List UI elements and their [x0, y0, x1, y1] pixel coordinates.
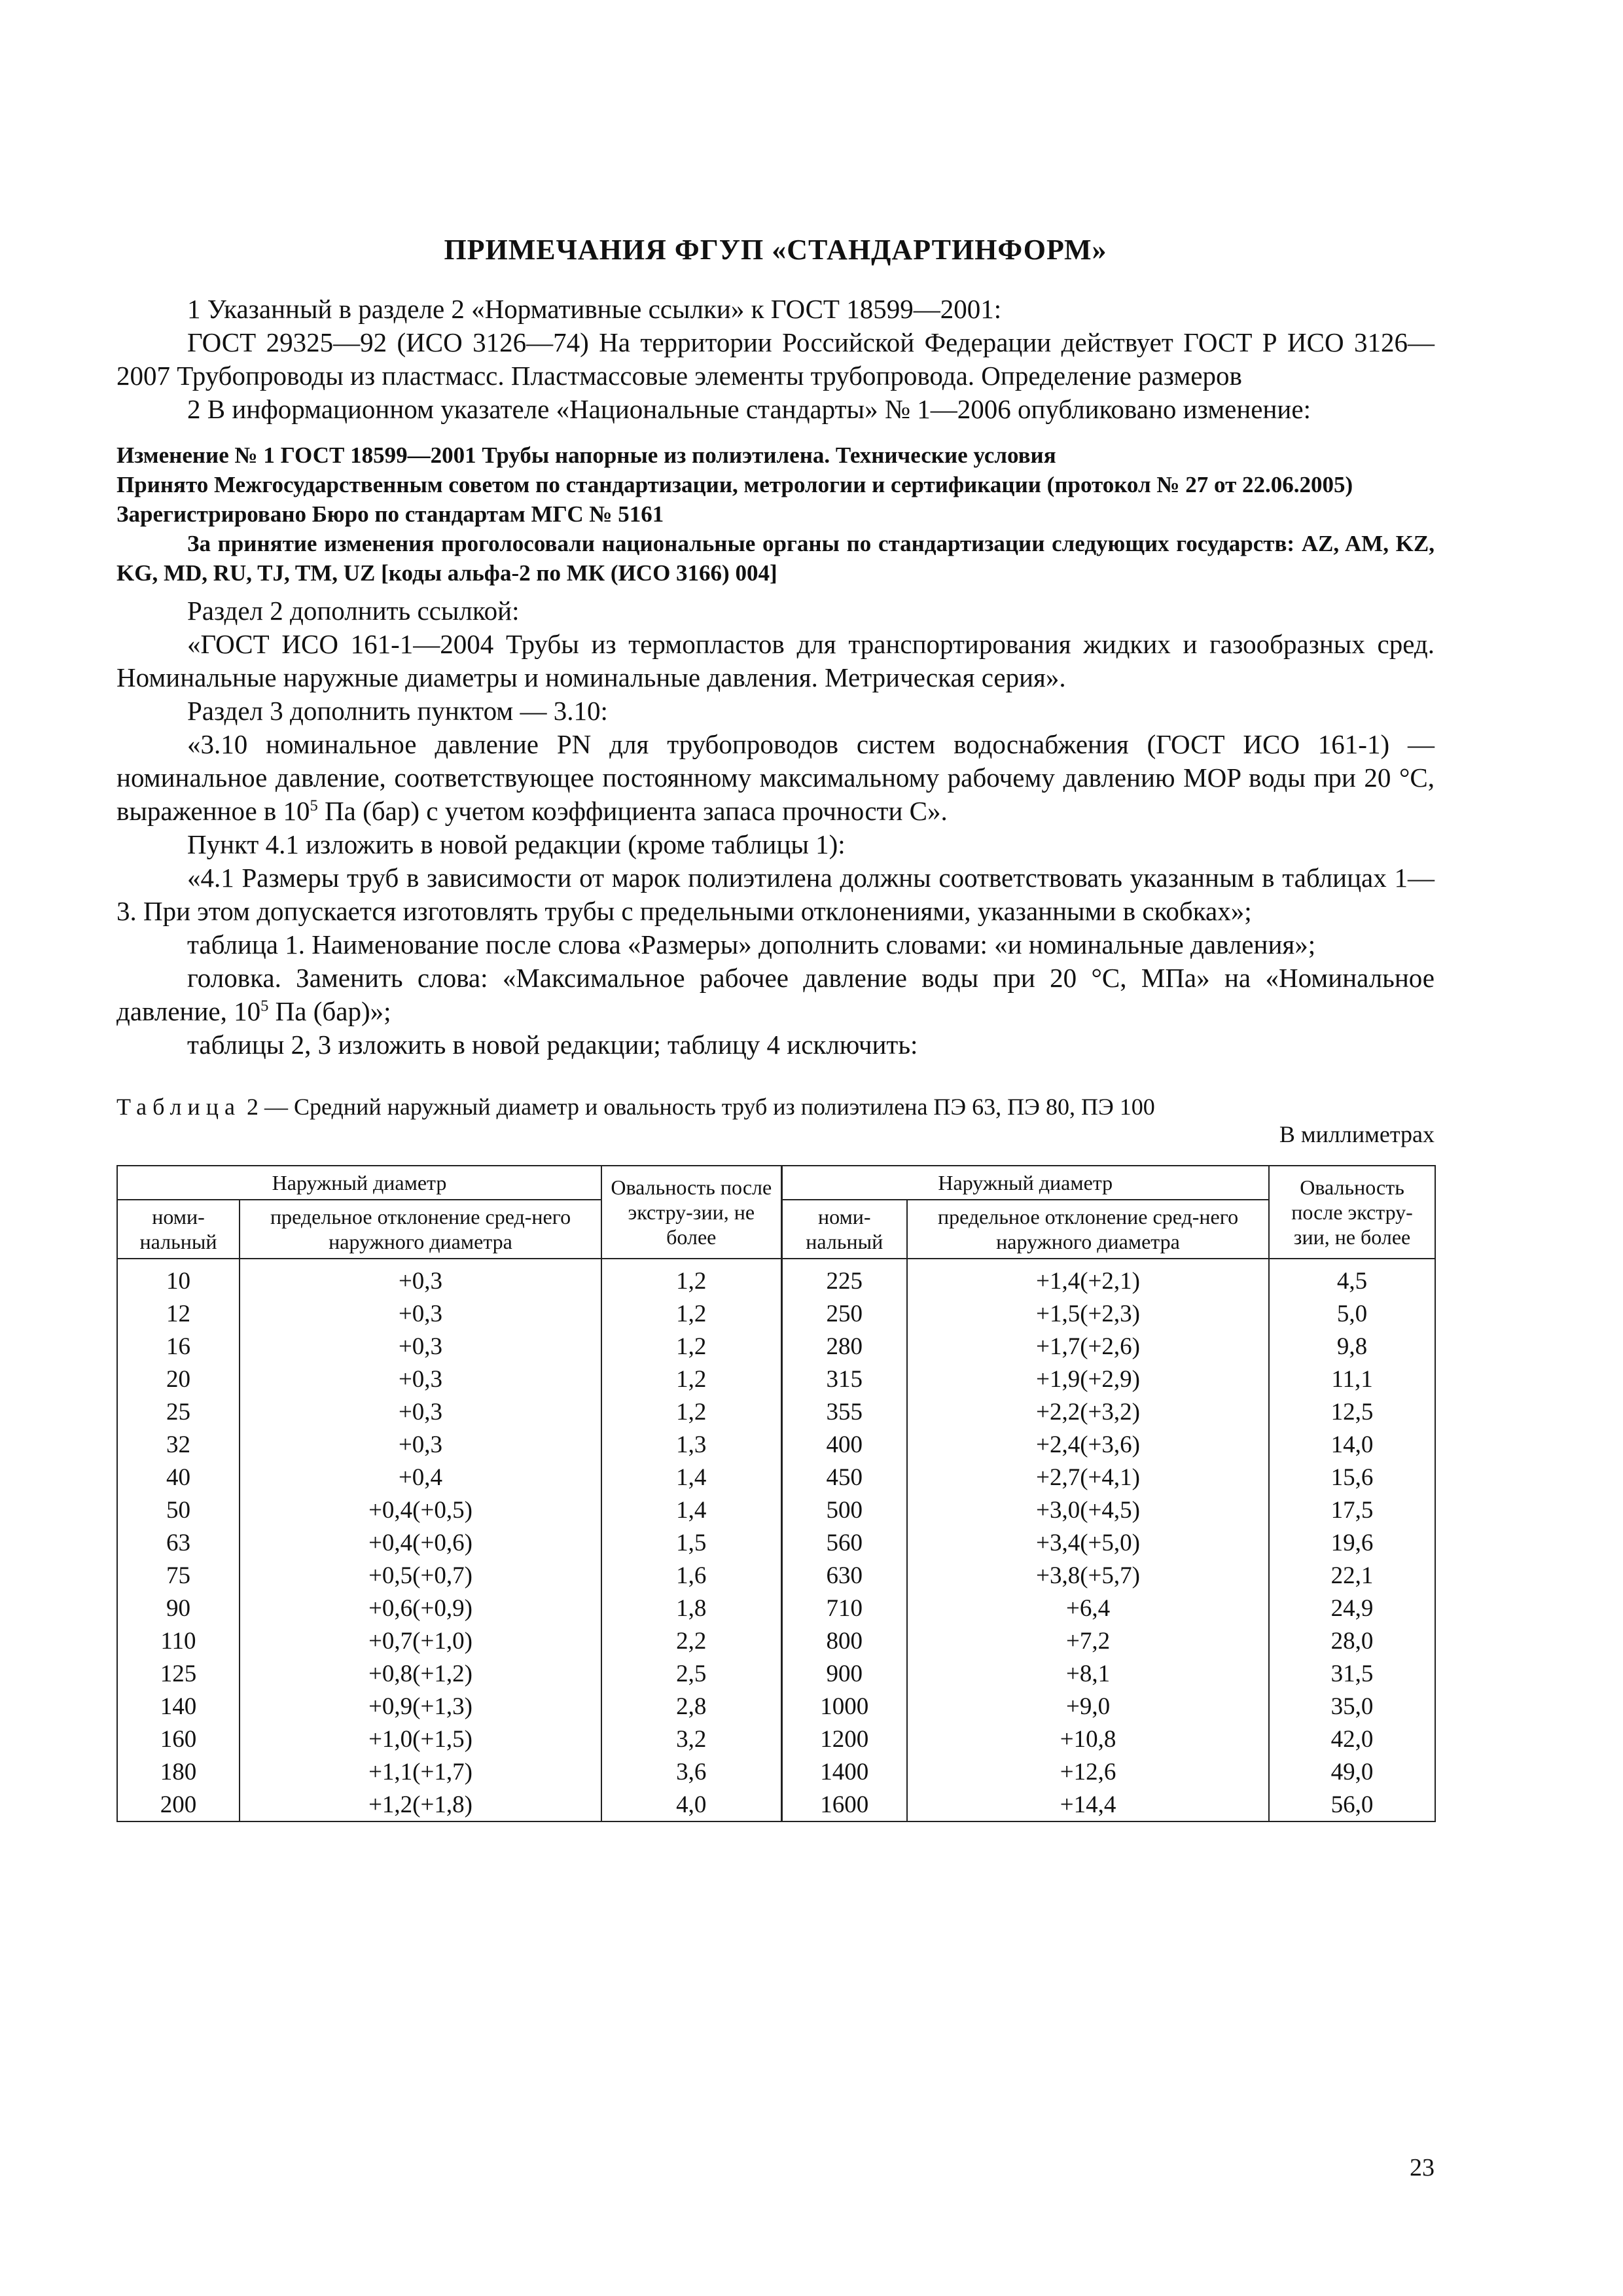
cell-ovality-left: 1,2 [601, 1363, 781, 1395]
cell-ovality-left: 1,2 [601, 1330, 781, 1363]
cell-nominal-right: 400 [781, 1428, 907, 1461]
header-outer-diameter-right: Наружный диаметр [781, 1166, 1269, 1200]
cell-nominal-left: 140 [117, 1690, 240, 1723]
tables-2-3-instruction: таблицы 2, 3 изложить в новой редакции; таблицу 4 исключить: [187, 1030, 918, 1060]
cell-ovality-right: 28,0 [1269, 1624, 1435, 1657]
cell-ovality-right: 19,6 [1269, 1526, 1435, 1559]
cell-deviation-left: +0,6(+0,9) [240, 1592, 601, 1624]
cell-deviation-right: +1,4(+2,1) [907, 1259, 1269, 1297]
cell-ovality-right: 17,5 [1269, 1494, 1435, 1526]
table-row [117, 1723, 1435, 1755]
cell-ovality-left: 3,2 [601, 1723, 781, 1755]
cell-deviation-right: +1,9(+2,9) [907, 1363, 1269, 1395]
cell-nominal-right: 250 [781, 1297, 907, 1330]
cell-ovality-left: 2,5 [601, 1657, 781, 1690]
cell-deviation-left: +1,0(+1,5) [240, 1723, 601, 1755]
cell-deviation-left: +0,3 [240, 1363, 601, 1395]
cell-nominal-left: 200 [117, 1788, 240, 1821]
header-instruction-part-b: Па (бар)»; [268, 996, 391, 1026]
table-units: В миллиметрах [1279, 1121, 1435, 1147]
item-3-10 [116, 728, 1435, 828]
cell-ovality-right: 12,5 [1269, 1395, 1435, 1428]
cell-nominal-right: 280 [781, 1330, 907, 1363]
cell-nominal-left: 110 [117, 1624, 240, 1657]
cell-deviation-left: +0,4(+0,5) [240, 1494, 601, 1526]
header-ovality-left: Овальность после экстру-зии, не более [601, 1166, 781, 1259]
cell-deviation-right: +2,4(+3,6) [907, 1428, 1269, 1461]
table-row [117, 1559, 1435, 1592]
document-page [116, 196, 1435, 1822]
cell-ovality-left: 1,3 [601, 1428, 781, 1461]
section-3-intro: Раздел 3 дополнить пунктом — 3.10: [187, 696, 608, 726]
cell-ovality-left: 1,8 [601, 1592, 781, 1624]
cell-ovality-right: 22,1 [1269, 1559, 1435, 1592]
header-deviation-left: предельное отклонение сред-него наружного диаметра [240, 1200, 601, 1259]
cell-ovality-left: 1,5 [601, 1526, 781, 1559]
cell-nominal-right: 710 [781, 1592, 907, 1624]
cell-nominal-right: 355 [781, 1395, 907, 1428]
cell-nominal-left: 12 [117, 1297, 240, 1330]
cell-nominal-right: 560 [781, 1526, 907, 1559]
cell-deviation-left: +0,9(+1,3) [240, 1690, 601, 1723]
header-instruction-part-a: головка. Заменить слова: «Максимальное рабочее давление воды при 20 °С, МПа» на «Номинальное давление, 10 [116, 963, 1435, 1026]
table-row [117, 1788, 1435, 1821]
cell-ovality-left: 1,2 [601, 1395, 781, 1428]
table-row [117, 1526, 1435, 1559]
cell-nominal-left: 40 [117, 1461, 240, 1494]
cell-ovality-right: 15,6 [1269, 1461, 1435, 1494]
cell-deviation-right: +9,0 [907, 1690, 1269, 1723]
note-1-text: ГОСТ 29325—92 (ИСО 3126—74) На территории Российской Федерации действует ГОСТ Р ИСО 3126—2007 Трубопроводы из пластмасс. Пластмассовые элементы трубопровода. Определение размеров [116, 327, 1435, 391]
note-1-intro: 1 Указанный в разделе 2 «Нормативные ссылки» к ГОСТ 18599—2001: [187, 294, 1002, 324]
cell-nominal-left: 180 [117, 1755, 240, 1788]
cell-ovality-right: 11,1 [1269, 1363, 1435, 1395]
cell-deviation-left: +0,3 [240, 1428, 601, 1461]
cell-deviation-right: +14,4 [907, 1788, 1269, 1821]
cell-deviation-left: +0,3 [240, 1330, 601, 1363]
item-3-10-exponent: 5 [310, 797, 318, 815]
page-number: 23 [1410, 2154, 1435, 2181]
cell-deviation-left: +0,4(+0,6) [240, 1526, 601, 1559]
diameter-table [116, 1165, 1436, 1822]
cell-deviation-left: +0,3 [240, 1259, 601, 1297]
cell-nominal-left: 125 [117, 1657, 240, 1690]
cell-deviation-right: +10,8 [907, 1723, 1269, 1755]
cell-ovality-left: 1,2 [601, 1259, 781, 1297]
cell-ovality-left: 1,4 [601, 1461, 781, 1494]
cell-deviation-right: +3,0(+4,5) [907, 1494, 1269, 1526]
table-row [117, 1363, 1435, 1395]
cell-nominal-left: 25 [117, 1395, 240, 1428]
table-row [117, 1592, 1435, 1624]
cell-deviation-right: +2,7(+4,1) [907, 1461, 1269, 1494]
cell-ovality-right: 31,5 [1269, 1657, 1435, 1690]
cell-ovality-right: 35,0 [1269, 1690, 1435, 1723]
adopted-text: Принято Межгосударственным советом по стандартизации, метрологии и сертификации (протокол № 27 от 22.06.2005) [116, 472, 1353, 497]
cell-nominal-left: 16 [117, 1330, 240, 1363]
cell-ovality-left: 1,2 [601, 1297, 781, 1330]
cell-nominal-right: 800 [781, 1624, 907, 1657]
table-row [117, 1259, 1435, 1297]
table-caption [116, 1093, 1435, 1121]
cell-deviation-left: +0,3 [240, 1395, 601, 1428]
header-ovality-right: Овальность после экстру-зии, не более [1269, 1166, 1435, 1259]
section-2-reference: «ГОСТ ИСО 161-1—2004 Трубы из термопластов для транспортирования жидких и газообразных сред. Номинальные наружные диаметры и номинальные давления. Метрическая серия». [116, 629, 1435, 692]
cell-nominal-right: 315 [781, 1363, 907, 1395]
page-title: ПРИМЕЧАНИЯ ФГУП «СТАНДАРТИНФОРМ» [444, 234, 1107, 266]
table-row [117, 1624, 1435, 1657]
cell-deviation-right: +1,7(+2,6) [907, 1330, 1269, 1363]
cell-nominal-left: 90 [117, 1592, 240, 1624]
cell-deviation-left: +1,2(+1,8) [240, 1788, 601, 1821]
cell-deviation-left: +1,1(+1,7) [240, 1755, 601, 1788]
note-2-text: 2 В информационном указателе «Национальные стандарты» № 1—2006 опубликовано изменение: [187, 394, 1311, 424]
table-1-instruction: таблица 1. Наименование после слова «Размеры» дополнить словами: «и номинальные давления»; [187, 929, 1316, 960]
cell-deviation-left: +0,5(+0,7) [240, 1559, 601, 1592]
cell-deviation-left: +0,3 [240, 1297, 601, 1330]
cell-nominal-right: 1200 [781, 1723, 907, 1755]
change-title: Изменение № 1 ГОСТ 18599—2001 Трубы напорные из полиэтилена. Технические условия [116, 442, 1056, 468]
header-instruction-exponent: 5 [260, 997, 269, 1015]
table-row [117, 1297, 1435, 1330]
cell-nominal-left: 50 [117, 1494, 240, 1526]
cell-nominal-right: 1400 [781, 1755, 907, 1788]
cell-deviation-right: +12,6 [907, 1755, 1269, 1788]
cell-ovality-right: 56,0 [1269, 1788, 1435, 1821]
item-4-1-text: «4.1 Размеры труб в зависимости от марок полиэтилена должны соответствовать указанным в таблицах 1—3. При этом допускается изготовлять трубы с предельными отклонениями, указанными в скобках»; [116, 863, 1435, 926]
cell-nominal-right: 1600 [781, 1788, 907, 1821]
table-row [117, 1657, 1435, 1690]
cell-ovality-right: 24,9 [1269, 1592, 1435, 1624]
header-outer-diameter-left: Наружный диаметр [117, 1166, 601, 1200]
cell-nominal-left: 63 [117, 1526, 240, 1559]
registered-text: Зарегистрировано Бюро по стандартам МГС № 5161 [116, 501, 664, 527]
table-row [117, 1461, 1435, 1494]
table-row [117, 1428, 1435, 1461]
table-row [117, 1395, 1435, 1428]
cell-ovality-right: 14,0 [1269, 1428, 1435, 1461]
table-body [117, 1259, 1435, 1821]
voted-text: За принятие изменения проголосовали национальные органы по стандартизации следующих государств: AZ, AM, KZ, KG, MD, RU, TJ, TM, UZ [коды альфа-2 по МК (ИСО 3166) 004] [116, 531, 1435, 586]
cell-ovality-right: 42,0 [1269, 1723, 1435, 1755]
cell-nominal-right: 630 [781, 1559, 907, 1592]
cell-ovality-left: 2,8 [601, 1690, 781, 1723]
cell-deviation-right: +7,2 [907, 1624, 1269, 1657]
header-deviation-right: предельное отклонение сред-него наружного диаметра [907, 1200, 1269, 1259]
cell-nominal-left: 10 [117, 1259, 240, 1297]
header-nominal-right: номи-нальный [781, 1200, 907, 1259]
cell-deviation-right: +3,4(+5,0) [907, 1526, 1269, 1559]
cell-ovality-right: 4,5 [1269, 1259, 1435, 1297]
cell-deviation-right: +3,8(+5,7) [907, 1559, 1269, 1592]
cell-nominal-right: 225 [781, 1259, 907, 1297]
cell-nominal-right: 500 [781, 1494, 907, 1526]
cell-ovality-left: 1,6 [601, 1559, 781, 1592]
table-row [117, 1690, 1435, 1723]
table-row [117, 1330, 1435, 1363]
table-caption-text: 2 — Средний наружный диаметр и овальность труб из полиэтилена ПЭ 63, ПЭ 80, ПЭ 100 [240, 1094, 1155, 1120]
cell-nominal-left: 20 [117, 1363, 240, 1395]
cell-nominal-right: 450 [781, 1461, 907, 1494]
cell-deviation-left: +0,8(+1,2) [240, 1657, 601, 1690]
section-2-intro: Раздел 2 дополнить ссылкой: [187, 596, 520, 626]
cell-ovality-left: 3,6 [601, 1755, 781, 1788]
cell-nominal-left: 32 [117, 1428, 240, 1461]
cell-ovality-right: 5,0 [1269, 1297, 1435, 1330]
table-caption-label: Таблица [116, 1094, 241, 1120]
cell-ovality-left: 1,4 [601, 1494, 781, 1526]
header-instruction [116, 961, 1435, 1028]
cell-deviation-right: +6,4 [907, 1592, 1269, 1624]
cell-deviation-right: +1,5(+2,3) [907, 1297, 1269, 1330]
cell-deviation-left: +0,7(+1,0) [240, 1624, 601, 1657]
cell-nominal-right: 1000 [781, 1690, 907, 1723]
cell-ovality-right: 49,0 [1269, 1755, 1435, 1788]
cell-ovality-right: 9,8 [1269, 1330, 1435, 1363]
cell-nominal-left: 160 [117, 1723, 240, 1755]
table-row [117, 1755, 1435, 1788]
cell-deviation-right: +2,2(+3,2) [907, 1395, 1269, 1428]
cell-ovality-left: 4,0 [601, 1788, 781, 1821]
item-3-10-part-b: Па (бар) с учетом коэффициента запаса прочности С». [317, 796, 948, 826]
cell-nominal-left: 75 [117, 1559, 240, 1592]
cell-ovality-left: 2,2 [601, 1624, 781, 1657]
item-4-1-intro: Пункт 4.1 изложить в новой редакции (кроме таблицы 1): [187, 829, 846, 859]
header-nominal-left: номи-нальный [117, 1200, 240, 1259]
item-3-10-part-a: «3.10 номинальное давление PN для трубопроводов систем водоснабжения (ГОСТ ИСО 161-1) — номинальное давление, соответствующее постоянному максимальному рабочему давлению MOP воды при 20 °С, выраженное в 10 [116, 729, 1435, 826]
table-row [117, 1494, 1435, 1526]
cell-deviation-left: +0,4 [240, 1461, 601, 1494]
cell-deviation-right: +8,1 [907, 1657, 1269, 1690]
cell-nominal-right: 900 [781, 1657, 907, 1690]
